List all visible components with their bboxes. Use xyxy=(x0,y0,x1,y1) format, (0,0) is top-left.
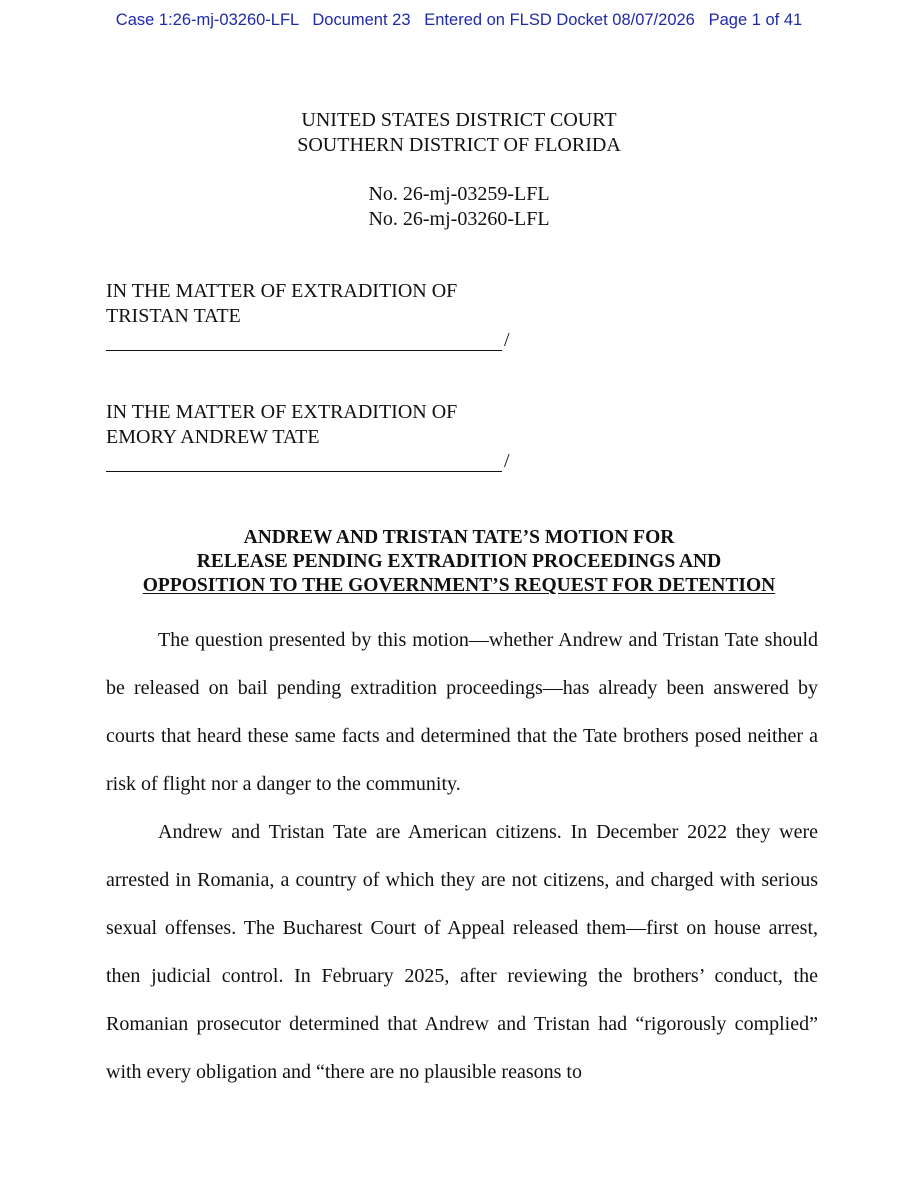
case-numbers xyxy=(0,182,918,232)
motion-title xyxy=(0,526,918,598)
motion-title-line-2: RELEASE PENDING EXTRADITION PROCEEDINGS AND xyxy=(196,551,722,572)
court-name-line-2: SOUTHERN DISTRICT OF FLORIDA xyxy=(297,134,621,156)
case-number-1: No. 26-mj-03259-LFL xyxy=(368,183,550,205)
case-number-2: No. 26-mj-03260-LFL xyxy=(368,208,550,230)
caption-rule xyxy=(106,450,510,472)
body-paragraph-1: The question presented by this motion—whether Andrew and Tristan Tate should be released on bail pending extradition proceedings—has already been answered by courts that heard these same facts and determined that the Tate brothers posed neither a risk of flight nor a danger to the community. xyxy=(106,629,818,795)
caption-slash: / xyxy=(504,329,510,351)
caption-underline xyxy=(106,455,502,472)
court-name xyxy=(0,108,918,158)
caption-line: IN THE MATTER OF EXTRADITION OF xyxy=(106,401,458,423)
motion-body xyxy=(106,616,818,1096)
court-name-line-1: UNITED STATES DISTRICT COURT xyxy=(301,109,617,131)
case-caption-andrew xyxy=(106,400,510,472)
motion-title-underlined-text: OPPOSITION TO THE GOVERNMENT’S REQUEST FOR DETENTION xyxy=(142,575,776,596)
docket-header: Case 1:26-mj-03260-LFL Document 23 Entered on FLSD Docket 08/07/2026 Page 1 of 41 xyxy=(115,11,803,29)
caption-party-name: EMORY ANDREW TATE xyxy=(106,426,320,448)
motion-title-line-3 xyxy=(0,574,918,598)
body-paragraph-2: Andrew and Tristan Tate are American citizens. In December 2022 they were arrested in Romania, a country of which they are not citizens, and charged with serious sexual offenses. The Bucharest Court of Appeal released them—first on house arrest, then judicial control. In February 2025, after reviewing the brothers’ conduct, the Romanian prosecutor determined that Andrew and Tristan had “rigorously complied” with every obligation and “there are no plausible reasons to xyxy=(106,821,818,1083)
caption-slash: / xyxy=(504,450,510,472)
caption-rule xyxy=(106,329,510,351)
case-caption-tristan xyxy=(106,279,510,351)
motion-title-line-1: ANDREW AND TRISTAN TATE’S MOTION FOR xyxy=(243,527,675,548)
caption-line: IN THE MATTER OF EXTRADITION OF xyxy=(106,280,458,302)
caption-party-name: TRISTAN TATE xyxy=(106,305,241,327)
caption-underline xyxy=(106,334,502,351)
